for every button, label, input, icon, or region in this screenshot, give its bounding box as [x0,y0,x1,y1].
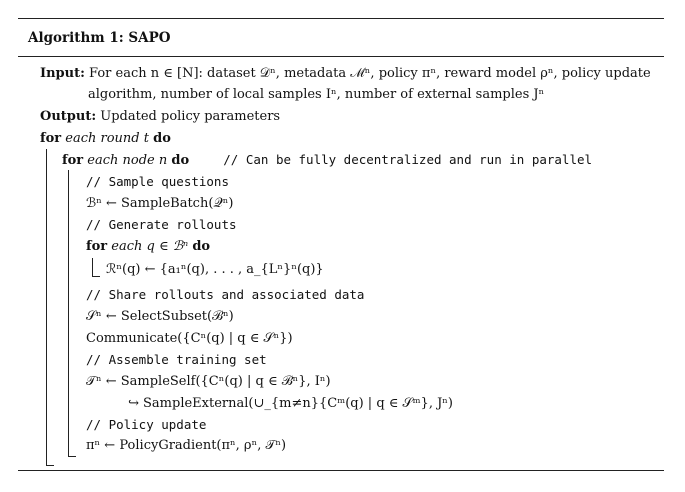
round-loop-bar [46,149,47,465]
do-keyword: do [153,131,171,146]
input-line-1 [40,66,651,82]
do-keyword: do [171,153,190,168]
output-line [40,109,280,125]
node-loop-end [68,456,76,457]
inner-loop-bar [92,258,93,276]
do-keyword: do [192,239,211,254]
line-rollouts: ℛⁿ(q) ← {a₁ⁿ(q), . . . , a_{Lⁿ}ⁿ(q)} [106,262,324,277]
line-select-subset: 𝒮ⁿ ← SelectSubset(ℬⁿ) [86,309,234,324]
top-rule [18,18,664,19]
inner-loop-header [86,239,210,255]
round-text: each round t [65,131,149,146]
line-sample-external: ↪ SampleExternal(∪_{m≠n}{Cᵐ(q) | q ∈ 𝒮ᵐ}, Jⁿ) [128,396,454,411]
node-comment: // Can be fully decentralized and run in parallel [223,152,593,167]
node-text: each node n [87,153,168,168]
output-text: Updated policy parameters [100,109,281,124]
input-text-2: algorithm, number of local samples Iⁿ, number of external samples Jⁿ [88,87,545,102]
input-label: Input: [40,66,85,81]
line-sample-self: 𝒯ⁿ ← SampleSelf({Cⁿ(q) | q ∈ ℬⁿ}, Iⁿ) [86,374,331,389]
inner-loop-end [92,276,100,277]
node-loop-header [62,152,592,169]
line-communicate: Communicate({Cⁿ(q) | q ∈ 𝒮ⁿ}) [86,331,293,346]
for-keyword: for [40,131,62,146]
comment-assemble: // Assemble training set [86,352,267,367]
comment-share: // Share rollouts and associated data [86,287,365,302]
for-keyword: for [86,239,108,254]
line-policy-gradient: πⁿ ← PolicyGradient(πⁿ, ρⁿ, 𝒯ⁿ) [86,438,287,453]
output-label: Output: [40,109,97,124]
algorithm-title: Algorithm 1: SAPO [28,30,171,46]
title-rule [18,56,664,57]
comment-policy: // Policy update [86,417,207,432]
bottom-rule [18,470,664,471]
inner-loop-text: each q ∈ ℬⁿ [111,239,189,254]
comment-generate: // Generate rollouts [86,217,237,232]
for-keyword: for [62,153,84,168]
node-loop-bar [68,170,69,456]
round-loop-header [40,131,171,147]
input-text-1: For each n ∈ [N]: dataset 𝒟ⁿ, metadata ℳⁿ, policy πⁿ, reward model ρⁿ, policy update [89,66,651,81]
line-sample-batch: ℬⁿ ← SampleBatch(𝒬ⁿ) [86,196,234,211]
round-loop-end [46,465,54,466]
comment-sample: // Sample questions [86,174,229,189]
